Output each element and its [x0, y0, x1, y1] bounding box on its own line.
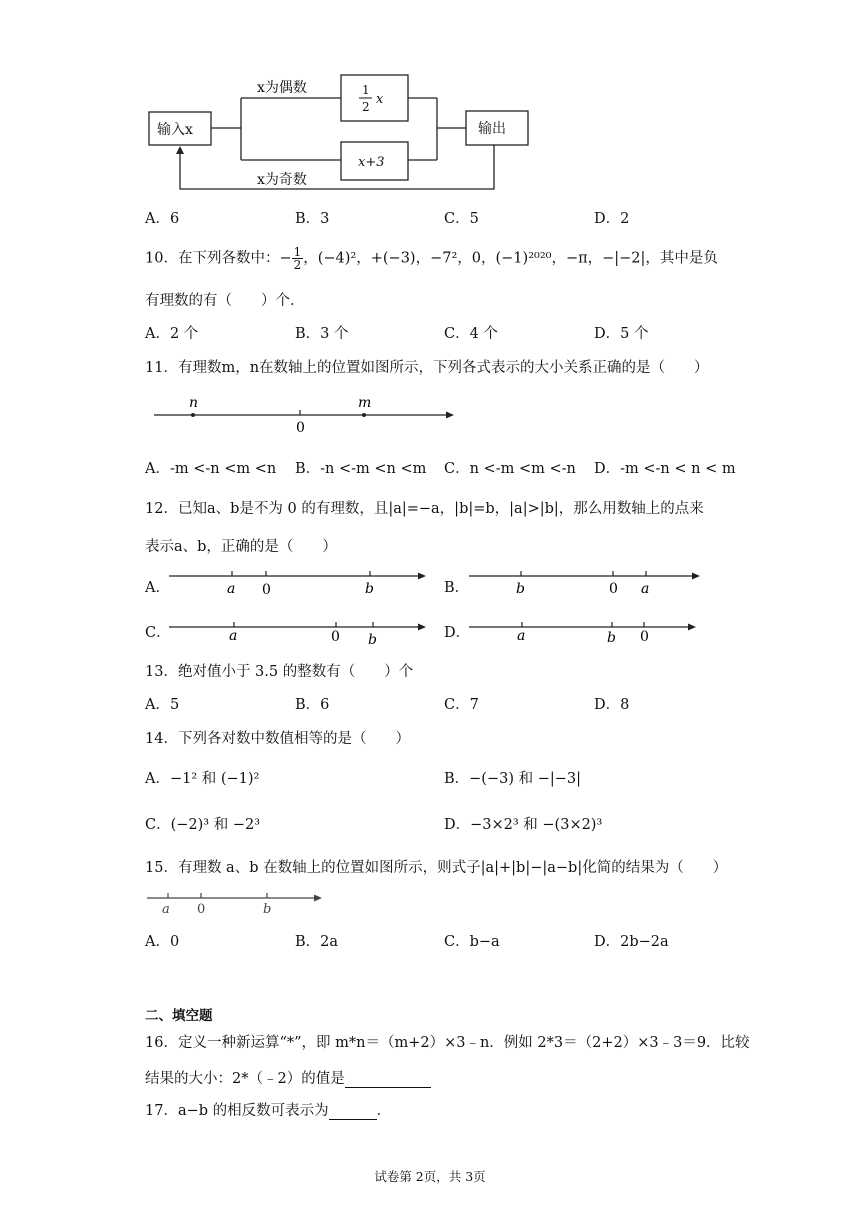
svg-text:a: a [229, 628, 238, 644]
svg-text:a: a [162, 902, 170, 917]
page-footer: 试卷第 2页，共 3页 [374, 1169, 486, 1184]
q13-stem: 13．绝对值小于 3.5 的整数有（ ）个 [145, 664, 414, 680]
half-den: 2 [362, 100, 370, 114]
svg-text:0: 0 [331, 629, 340, 645]
q10-option-d: D．5 个 [594, 326, 649, 342]
q9-option-d: D．2 [594, 211, 630, 227]
half-num: 1 [362, 83, 370, 97]
q10-option-b: B．3 个 [295, 326, 349, 342]
q15-option-b: B．2a [295, 934, 339, 950]
q11-option-b: B．-n <-m <n <m [295, 461, 427, 477]
q12-axis-a [165, 566, 430, 600]
input-label: 输入x [157, 122, 193, 138]
q13-option-b: B．6 [295, 697, 330, 713]
q14-option-a: A．−1² 和 (−1)² [145, 771, 260, 787]
q11-number-line [150, 393, 460, 435]
q9-option-b: B．3 [295, 211, 330, 227]
q12-stem-a: 12．已知a、b是不为 0 的有理数，且|a|=−a，|b|=b，|a|>|b|，那么用数轴上的点来 [145, 501, 704, 517]
even-label: x为偶数 [257, 80, 307, 96]
q12-axis-d [465, 617, 705, 651]
svg-text:b: b [607, 630, 616, 646]
q12-stem-b: 表示a、b，正确的是（ ） [145, 539, 337, 555]
q9-option-c: C．5 [444, 211, 479, 227]
svg-text:a: a [227, 581, 236, 597]
q12-axis-b [465, 566, 705, 600]
half-op: x [376, 92, 384, 107]
q9-option-a: A．6 [145, 211, 180, 227]
q15-option-d: D．2b−2a [594, 934, 669, 950]
svg-text:0: 0 [197, 902, 206, 917]
q16-line2: 结果的大小：2*（﹣2）的值是 [145, 1067, 431, 1088]
svg-text:b: b [365, 581, 374, 597]
flowchart [140, 70, 540, 195]
q12-axis-c [165, 617, 430, 651]
q12-label-a: A． [145, 580, 170, 596]
q13-option-c: C．7 [444, 697, 479, 713]
q10-stem: 10．在下列各数中：− $\frac{1}{2}$ ，(−4)²，+(−3)，−7²，0，(−1)²⁰²⁰，−π，−|−2|，其中是负 [145, 245, 718, 272]
q14-option-c: C．(−2)³ 和 −2³ [145, 817, 261, 833]
q12-label-c: C． [145, 625, 171, 641]
svg-text:a: a [517, 628, 526, 644]
q16-line1: 16．定义一种新运算“*”，即 m*n＝（m+2）×3﹣n．例如 2*3＝（2+2）×3﹣3＝9．比较 [145, 1035, 750, 1051]
q11-m-label: m [358, 395, 372, 411]
q15-stem: 15．有理数 a、b 在数轴上的位置如图所示，则式子|a|+|b|−|a−b|化简的结果为（ ） [145, 860, 728, 876]
q10-option-a: A．2 个 [145, 326, 199, 342]
arrow-right-icon [446, 412, 454, 419]
q13-option-d: D．8 [594, 697, 630, 713]
q15-number-line [145, 888, 330, 918]
svg-text:b: b [263, 902, 272, 917]
q11-n-label: n [189, 395, 199, 411]
q11-option-a: A．-m <-n <m <n [145, 461, 277, 477]
q11-stem: 11．有理数m，n在数轴上的位置如图所示，下列各式表示的大小关系正确的是（ ） [145, 360, 709, 376]
q13-option-a: A．5 [145, 697, 180, 713]
svg-text:0: 0 [640, 629, 649, 645]
odd-label: x为奇数 [257, 172, 307, 188]
q14-stem: 14．下列各对数中数值相等的是（ ） [145, 731, 410, 747]
q11-option-d: D．-m <-n < n < m [594, 461, 736, 477]
q10-stem-b: 有理数的有（ ）个． [145, 293, 305, 309]
q15-option-a: A．0 [145, 934, 180, 950]
q16-answer-blank[interactable] [345, 1071, 431, 1088]
q14-option-b: B．−(−3) 和 −|−3| [444, 771, 582, 787]
q12-label-b: B． [444, 580, 470, 596]
q17-stem: 17．a−b 的相反数可表示为 ． [145, 1103, 392, 1119]
half-box [341, 75, 408, 121]
svg-text:b: b [516, 581, 525, 597]
svg-text:0: 0 [609, 581, 618, 597]
q12-label-d: D． [444, 625, 471, 641]
svg-text:b: b [368, 632, 377, 648]
section-title: 二、填空题 [145, 1008, 213, 1024]
plus-op: x+3 [358, 155, 385, 170]
q11-zero-label: 0 [296, 420, 305, 435]
output-label: 输出 [478, 121, 506, 137]
q11-option-c: C．n <-m <m <-n [444, 461, 576, 477]
q10-option-c: C．4 个 [444, 326, 498, 342]
svg-text:0: 0 [262, 582, 271, 598]
arrow-up-icon [176, 146, 184, 154]
q14-option-d: D．−3×2³ 和 −(3×2)³ [444, 817, 603, 833]
svg-text:a: a [641, 581, 650, 597]
q10-fraction: $\frac{1}{2}$ [293, 245, 302, 272]
q15-option-c: C．b−a [444, 934, 500, 950]
q17-answer-blank[interactable] [329, 1103, 377, 1120]
